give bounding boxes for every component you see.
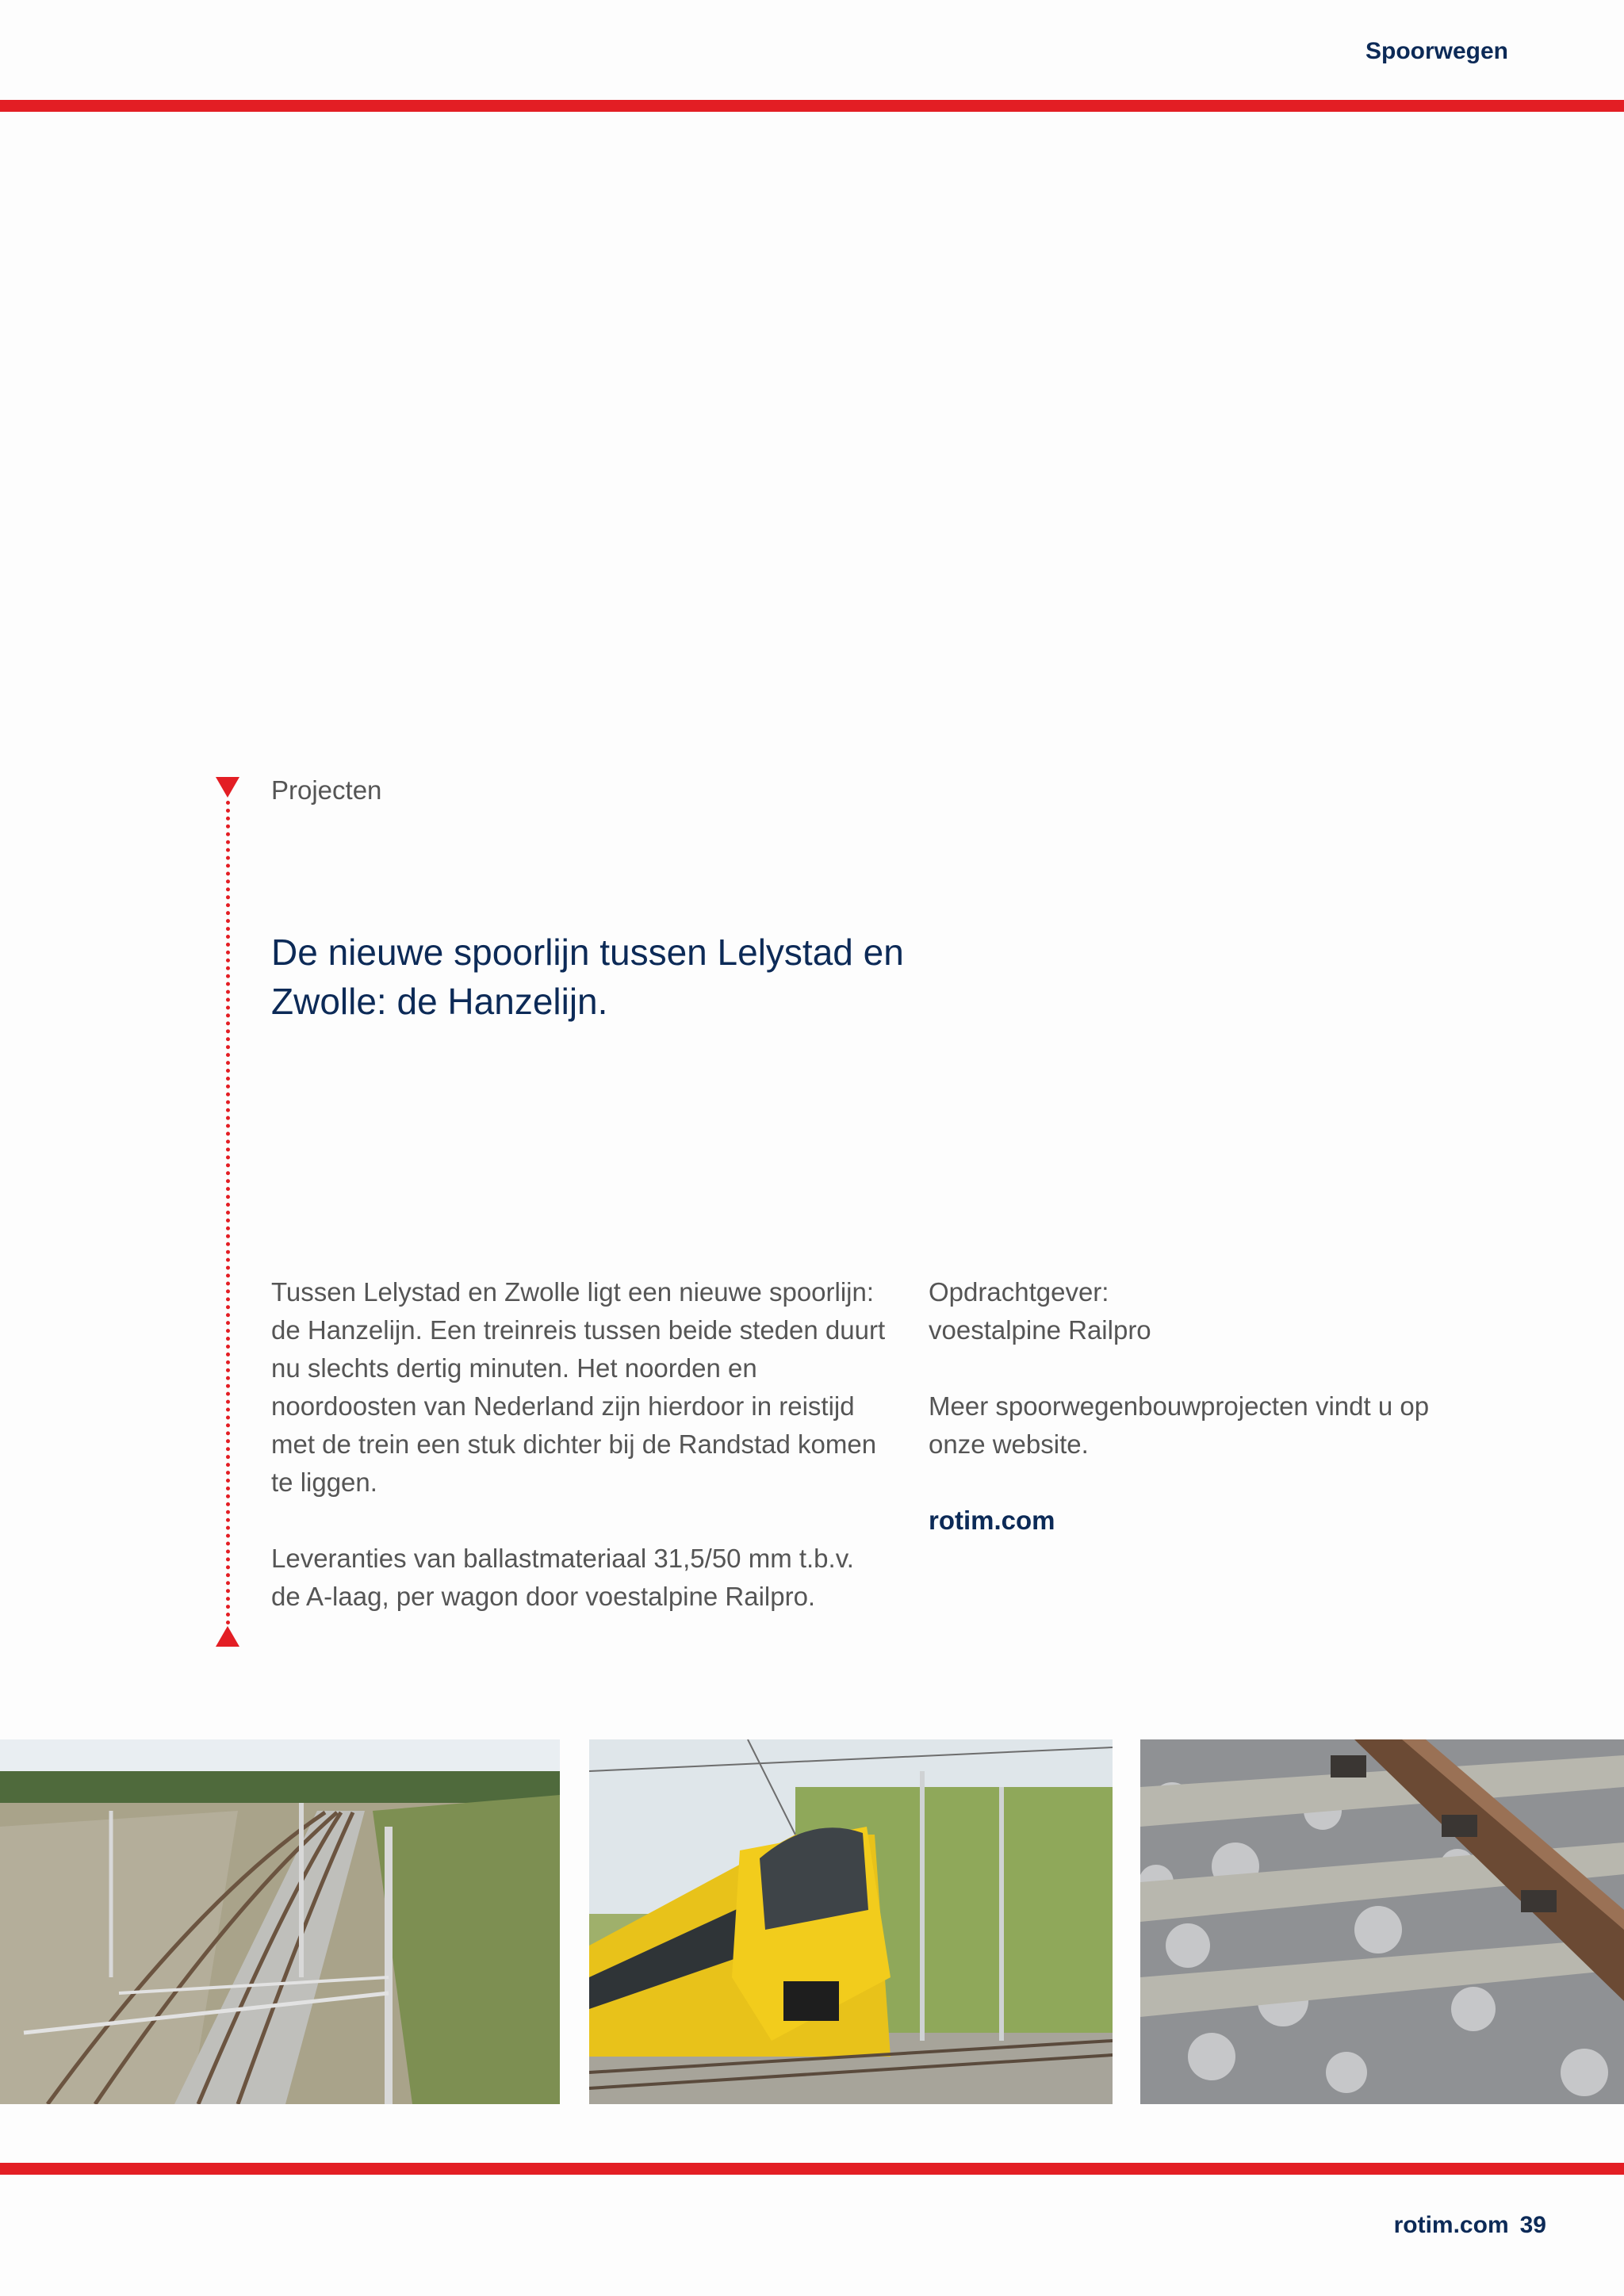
client-name: voestalpine Railpro — [929, 1315, 1151, 1345]
website-link[interactable]: rotim.com — [929, 1506, 1055, 1535]
client-label: Opdrachtgever: — [929, 1277, 1109, 1307]
photo-railway-tracks — [0, 1739, 560, 2104]
arrow-up-marker-icon — [216, 1626, 239, 1647]
category-label: Projecten — [271, 775, 382, 805]
bottom-red-rule — [0, 2163, 1624, 2175]
photo-rail-ballast — [1140, 1739, 1624, 2104]
project-info — [929, 1273, 1484, 1540]
dotted-marker-line — [226, 801, 230, 1625]
article-body — [271, 1273, 890, 1616]
arrow-down-marker-icon — [216, 777, 239, 798]
client-block — [929, 1273, 1484, 1349]
page-number: 39 — [1519, 2212, 1546, 2238]
article-headline: De nieuwe spoorlijn tussen Lelystad en Zwolle: de Hanzelijn. — [271, 932, 904, 1022]
section-label: Spoorwegen — [1365, 38, 1508, 64]
body-paragraph-supply: Leveranties van ballastmateriaal 31,5/50 mm t.b.v. de A-laag, per wagon door voestalpine Railpro. — [271, 1544, 854, 1611]
more-projects-text: Meer spoorwegenbouwprojecten vindt u op onze website. — [929, 1391, 1430, 1459]
footer-site[interactable]: rotim.com — [1393, 2212, 1509, 2238]
body-paragraph-intro: Tussen Lelystad en Zwolle ligt een nieuwe spoorlijn: de Hanzelijn. Een treinreis tussen beide steden duurt nu slechts dertig minuten. Het noorden en noordoosten van Nederland zijn hierdoor in reistijd met de trein een stuk dichter bij de Randstad komen te liggen. — [271, 1277, 886, 1497]
photo-yellow-train — [589, 1739, 1113, 2104]
top-red-rule — [0, 100, 1624, 112]
footer — [1394, 2212, 1546, 2239]
